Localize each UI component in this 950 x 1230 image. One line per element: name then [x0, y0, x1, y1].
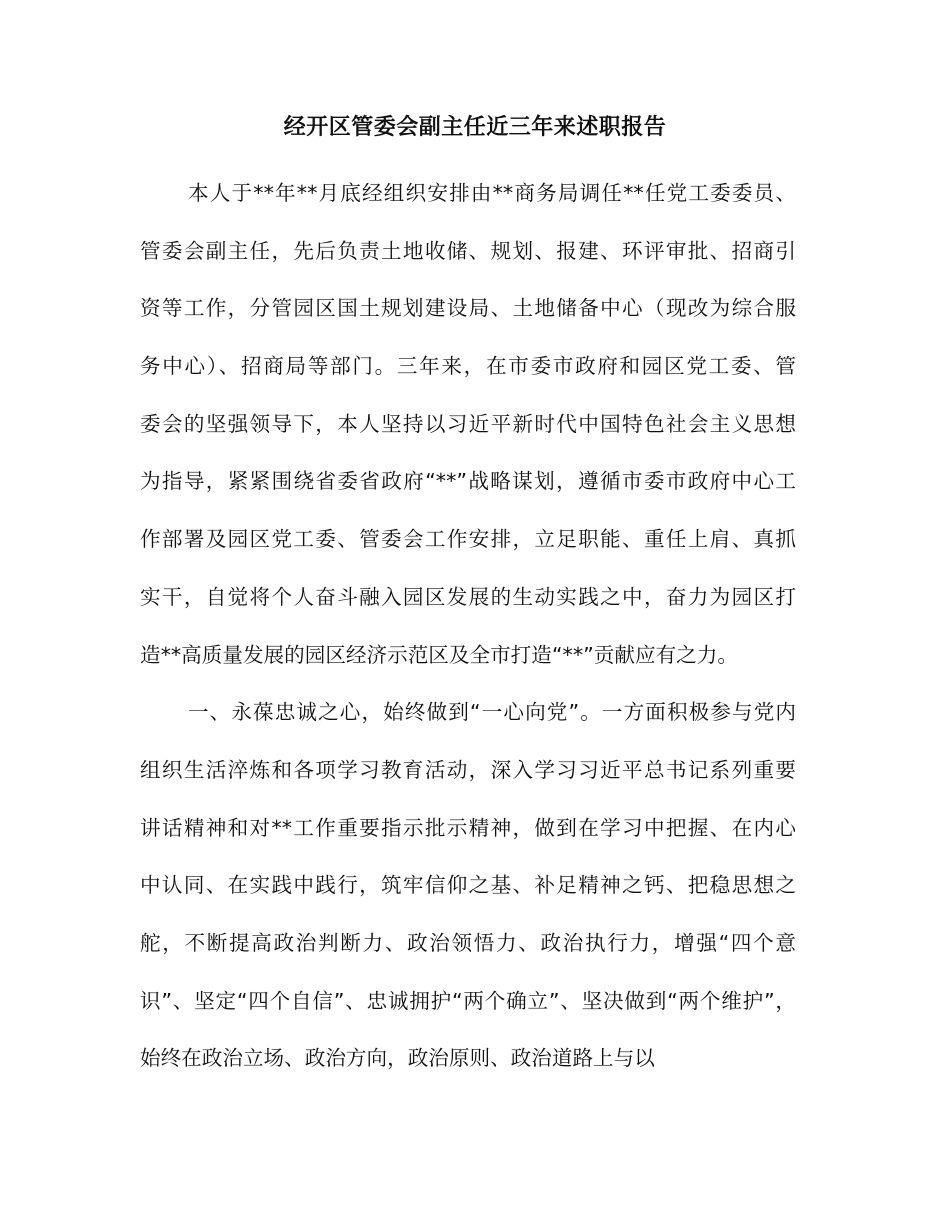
paragraph-1-line-5: 委会的坚强领导下，本人坚持以习近平新时代中国特色社会主义思想	[140, 411, 796, 436]
paragraph-2-line-1: 一、永葆忠诚之心，始终做到“一心向党”。一方面积极参与党内	[188, 700, 796, 725]
document-body	[140, 173, 796, 1096]
paragraph-2-line-2: 组织生活淬炼和各项学习教育活动，深入学习习近平总书记系列重要	[140, 757, 796, 782]
paragraph-1-line-4: 务中心）、招商局等部门。三年来，在市委市政府和园区党工委、管	[140, 354, 796, 379]
paragraph-2-line-4: 中认同、在实践中践行，筑牢信仰之基、补足精神之钙、把稳思想之	[140, 873, 796, 898]
paragraph-1-line-8: 实干，自觉将个人奋斗融入园区发展的生动实践之中，奋力为园区打	[140, 584, 796, 609]
paragraph-2-line-5: 舵，不断提高政治判断力、政治领悟力、政治执行力，增强“四个意	[140, 930, 796, 955]
paragraph-1-line-6: 为指导，紧紧围绕省委省政府“**”战略谋划，遵循市委市政府中心工	[140, 469, 796, 494]
paragraph-1-line-7: 作部署及园区党工委、管委会工作安排，立足职能、重任上肩、真抓	[140, 527, 796, 552]
paragraph-1-line-2: 管委会副主任，先后负责土地收储、规划、报建、环评审批、招商引	[140, 238, 796, 263]
paragraph-1-line-9: 造**高质量发展的园区经济示范区及全市打造“**”贡献应有之力。	[140, 642, 738, 667]
paragraph-1-line-1: 本人于**年**月底经组织安排由**商务局调任**任党工委委员、	[188, 181, 796, 205]
paragraph-2-line-6: 识”、坚定“四个自信”、忠诚拥护“两个确立”、坚决做到“两个维护”，	[140, 988, 796, 1013]
paragraph-1-line-3: 资等工作，分管园区国土规划建设局、土地储备中心（现改为综合服	[140, 296, 796, 321]
paragraph-2-line-3: 讲话精神和对**工作重要指示批示精神，做到在学习中把握、在内心	[140, 815, 796, 840]
paragraph-2-line-7: 始终在政治立场、政治方向，政治原则、政治道路上与以	[140, 1046, 655, 1071]
document-title: 经开区管委会副主任近三年来述职报告	[283, 115, 667, 140]
